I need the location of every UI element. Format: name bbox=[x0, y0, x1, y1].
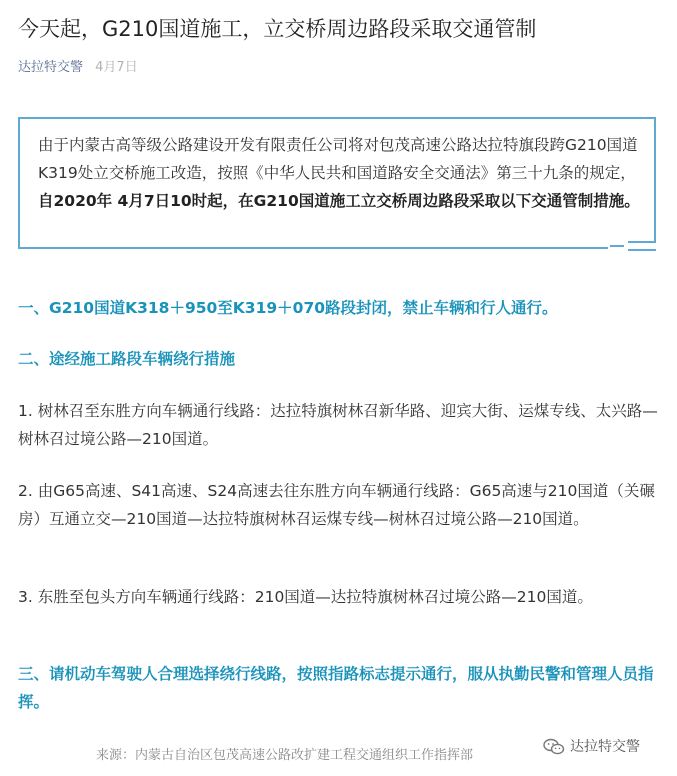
publish-date: 4月7日 bbox=[95, 60, 138, 75]
intro-paragraph bbox=[38, 131, 642, 215]
quote-border-right bbox=[654, 117, 656, 243]
article-title: 今天起，G210国道施工，立交桥周边路段采取交通管制 bbox=[18, 17, 537, 41]
section3-heading: 三、请机动车驾驶人合理选择绕行线路，按照指路标志提示通行，服从执勤民警和管理人员指挥。 bbox=[18, 665, 654, 711]
section1-heading: 一、G210国道K318＋950至K319＋070路段封闭，禁止车辆和行人通行。 bbox=[18, 299, 558, 317]
wechat-icon bbox=[543, 738, 565, 756]
section2-heading: 二、途经施工路段车辆绕行措施 bbox=[18, 350, 236, 368]
account-watermark bbox=[543, 737, 640, 757]
author-link[interactable]: 达拉特交警 bbox=[18, 60, 84, 75]
intro-bold-text: 自2020年 4月7日10时起，在G210国道施工立交桥周边路段采取以下交通管制措施。 bbox=[38, 192, 640, 210]
article-meta bbox=[18, 58, 138, 78]
intro-quote-box bbox=[18, 111, 656, 249]
route-item-1: 1. 树林召至东胜方向车辆通行线路：达拉特旗树林召新华路、迎宾大街、运煤专线、太兴路—树林召过境公路—210国道。 bbox=[18, 402, 658, 448]
route-item-3: 3. 东胜至包头方向车辆通行线路：210国道—达拉特旗树林召过境公路—210国道。 bbox=[18, 588, 593, 606]
quote-border-top bbox=[18, 117, 656, 119]
quote-corner-decoration bbox=[610, 241, 656, 253]
quote-border-left bbox=[18, 117, 20, 249]
intro-plain-text: 由于内蒙古高等级公路建设开发有限责任公司将对包茂高速公路达拉特旗段跨G210国道K319处立交桥施工改造，按照《中华人民共和国道路安全交通法》第三十九条的规定， bbox=[38, 136, 638, 182]
watermark-text: 达拉特交警 bbox=[570, 739, 640, 755]
route-item-2: 2. 由G65高速、S41高速、S24高速去往东胜方向车辆通行线路：G65高速与210国道（关碾房）互通立交—210国道—达拉特旗树林召运煤专线—树林召过境公路—210国道。 bbox=[18, 482, 655, 528]
source-note: 来源：内蒙古自治区包茂高速公路改扩建工程交通组织工作指挥部 bbox=[96, 748, 474, 763]
quote-border-bottom bbox=[18, 247, 608, 249]
